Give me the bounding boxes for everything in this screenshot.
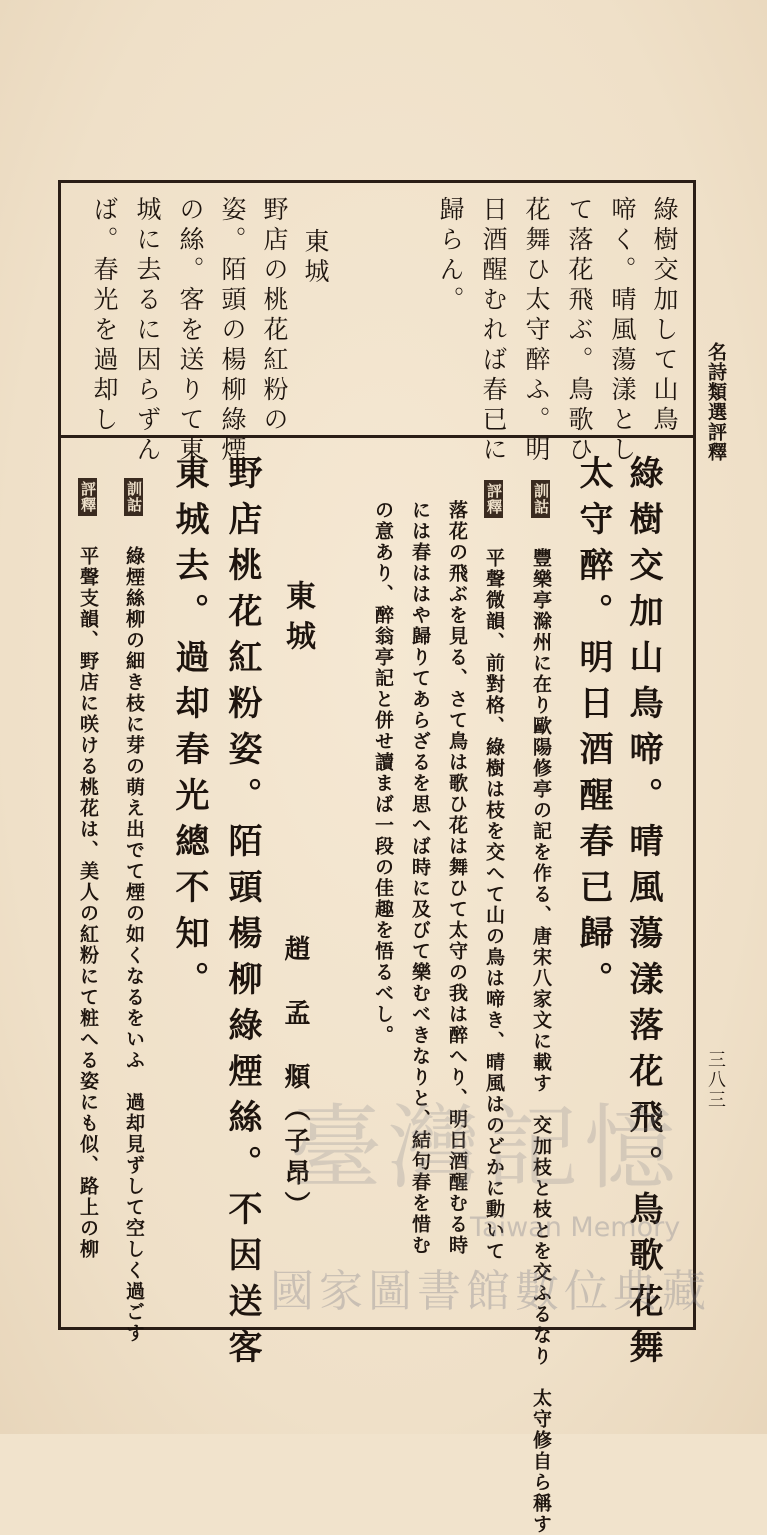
hyoshaku-label: 評釋: [484, 480, 503, 518]
poem2-title-upper: 東城: [301, 228, 330, 288]
running-title: 名詩類選評釋: [705, 342, 727, 462]
kungo-text: 豐樂亭滁州に在り歐陽修亭の記を作る、唐宋八家文に載す 交加枝と枝とを交ふるなり 太守修自ら稱す: [530, 548, 552, 1535]
poem2-reading-line: 城に去るに因らずん: [133, 196, 162, 466]
hyoshaku-line: には春ははや歸りてあらざるを思へば時に及びて樂むべきなりと、結句春を惜む: [409, 500, 431, 1256]
hyoshaku-line: の意あり、醉翁亭記と併せ讀まば一段の佳趣を悟るべし。: [372, 500, 394, 1046]
hyoshaku-label: 評釋: [78, 478, 97, 516]
kungo-label: 訓詁: [124, 478, 143, 516]
hyoshaku-text: 平聲微韻、前對格、綠樹は枝を交へて山の鳥は啼き、晴風はのどかに動いて: [483, 548, 505, 1262]
poem1-reading-line: 花舞ひ太守醉ふ。明: [522, 196, 551, 466]
watermark-text: 國家圖書館數位典藏: [270, 1266, 711, 1317]
poem1-line: 太守醉。明日酒醒春已歸。: [573, 455, 613, 1007]
poem2-kungo: [124, 478, 143, 1344]
kungo-label: 訓詁: [531, 480, 550, 518]
poem1-reading-line: 歸らん。: [436, 196, 465, 316]
hyoshaku-text: 平聲支韻、野店に咲ける桃花は、美人の紅粉にて粧へる姿にも似、路上の柳: [77, 546, 99, 1260]
poem1-reading-line: 啼く。晴風蕩漾とし: [608, 196, 637, 466]
poem2-reading-line: ば。春光を過却し: [90, 196, 119, 436]
poem2-reading-line: の絲。客を送りて東: [176, 196, 205, 466]
poem1-kungo: [531, 480, 550, 1535]
hyoshaku-line: 落花の飛ぶを見る、さて鳥は歌ひ花は舞ひて太守の我は醉へり、明日酒醒むる時: [446, 500, 468, 1256]
watermark-logo: 臺灣記憶: [290, 1095, 683, 1202]
poem1-line: 綠樹交加山鳥啼。晴風蕩漾落花飛。鳥歌花舞: [623, 455, 663, 1375]
poem2-line: 野店桃花紅粉姿。陌頭楊柳綠煙絲。不因送客: [222, 455, 262, 1375]
page-number: 三八三: [705, 1050, 726, 1110]
poem2-hyoshaku: [78, 478, 97, 1260]
poem1-reading-line: て落花飛ぶ。鳥歌ひ: [565, 196, 594, 466]
watermark-english: Taiwan Memory: [470, 1212, 681, 1243]
poem2-author: 趙 孟 頫（子昂）: [280, 935, 310, 1223]
poem2-reading-line: 姿。陌頭の楊柳綠煙: [218, 196, 247, 466]
kungo-text: 綠煙絲柳の細き枝に芽の萌え出でて煙の如くなるをいふ 過却見ずして空しく過ごす: [123, 546, 145, 1344]
poem1-reading-line: 綠樹交加して山鳥: [650, 196, 679, 436]
poem2-line: 東城去。過却春光總不知。: [169, 455, 209, 1007]
poem2-reading-line: 野店の桃花紅粉の: [260, 196, 289, 436]
poem1-reading-line: 日酒醒むれば春已に: [479, 196, 508, 466]
poem2-title: 東城: [280, 580, 315, 660]
